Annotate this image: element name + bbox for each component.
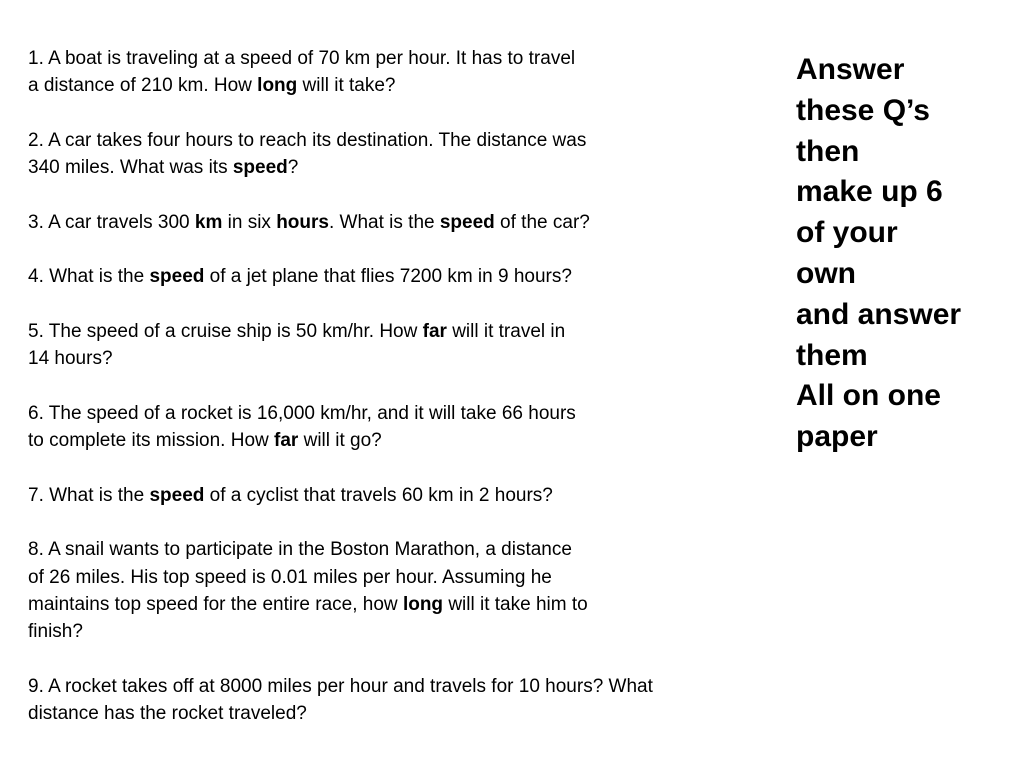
question-text: will it go? (298, 430, 382, 452)
question-text: to complete its mission. How (28, 430, 275, 452)
question-text: 4. What is the (28, 266, 150, 288)
question-text: 1. A boat is traveling at a speed of 70 km per hour. It has to travel (28, 48, 576, 69)
question-text: will it travel in (446, 320, 566, 342)
question-text: 340 miles. What was its (28, 157, 233, 179)
instruction-line: own (796, 256, 856, 290)
question-line (28, 263, 788, 290)
bold-keyword: far (422, 320, 447, 342)
instructions-note (796, 50, 1016, 458)
bold-keyword: speed (439, 211, 495, 233)
question-1 (28, 45, 788, 100)
question-text: of a cyclist that travels 60 km in 2 hours? (204, 484, 553, 506)
instruction-line: make up 6 (796, 175, 943, 209)
question-9 (28, 673, 788, 728)
instruction-line: of your (796, 216, 898, 250)
instruction-line: paper (796, 420, 878, 454)
question-line (28, 427, 788, 454)
question-text: . What is the (328, 211, 440, 233)
instruction-line: then (796, 134, 860, 168)
question-line (28, 564, 788, 591)
question-line (28, 618, 788, 645)
question-text: will it take? (297, 75, 396, 97)
instruction-line: and answer (796, 297, 962, 331)
question-line (28, 591, 788, 618)
question-line (28, 72, 788, 99)
question-text: of the car? (494, 211, 590, 233)
instruction-line: these Q’s (796, 93, 930, 127)
bold-keyword: far (274, 430, 299, 452)
question-text: 8. A snail wants to participate in the Boston Marathon, a distance (28, 539, 572, 561)
question-line (28, 673, 788, 700)
bold-keyword: hours (276, 211, 329, 233)
question-line (28, 45, 788, 72)
question-5 (28, 318, 788, 373)
instruction-line: All on one (796, 379, 941, 413)
question-text: a distance of 210 km. How (28, 75, 258, 97)
question-text: 2. A car takes four hours to reach its destination. The distance was (28, 129, 587, 151)
question-8 (28, 536, 788, 645)
question-line (28, 700, 788, 727)
question-text: in six (222, 211, 277, 233)
bold-keyword: speed (149, 266, 205, 288)
question-text: 7. What is the (28, 484, 150, 506)
bold-keyword: long (402, 593, 444, 615)
question-list (28, 45, 788, 755)
question-line (28, 400, 788, 427)
question-line (28, 318, 788, 345)
question-3 (28, 209, 788, 236)
question-text: finish? (28, 621, 83, 643)
question-text: 14 hours? (28, 348, 113, 370)
bold-keyword: km (194, 211, 223, 233)
question-text: ? (287, 157, 299, 179)
question-4 (28, 263, 788, 290)
instruction-line: them (796, 338, 868, 372)
question-text: 6. The speed of a rocket is 16,000 km/hr, and it will take 66 hours (28, 402, 576, 424)
instruction-line: Answer (796, 53, 905, 86)
question-text: of a jet plane that flies 7200 km in 9 hours? (204, 266, 572, 288)
question-line (28, 127, 788, 154)
question-7 (28, 482, 788, 509)
question-text: 5. The speed of a cruise ship is 50 km/hr. How (28, 320, 423, 342)
question-text: will it take him to (443, 593, 588, 615)
bold-keyword: speed (149, 484, 205, 506)
question-line (28, 209, 788, 236)
question-text: maintains top speed for the entire race, how (28, 593, 403, 615)
question-line (28, 345, 788, 372)
question-6 (28, 400, 788, 455)
question-2 (28, 127, 788, 182)
question-text: of 26 miles. His top speed is 0.01 miles per hour. Assuming he (28, 566, 552, 588)
question-line (28, 536, 788, 563)
bold-keyword: speed (232, 157, 288, 179)
question-line (28, 482, 788, 509)
question-line (28, 154, 788, 181)
question-text: distance has the rocket traveled? (28, 703, 307, 725)
bold-keyword: long (257, 75, 298, 97)
question-text: 9. A rocket takes off at 8000 miles per hour and travels for 10 hours? What (28, 675, 653, 697)
question-text: 3. A car travels 300 (28, 211, 195, 233)
